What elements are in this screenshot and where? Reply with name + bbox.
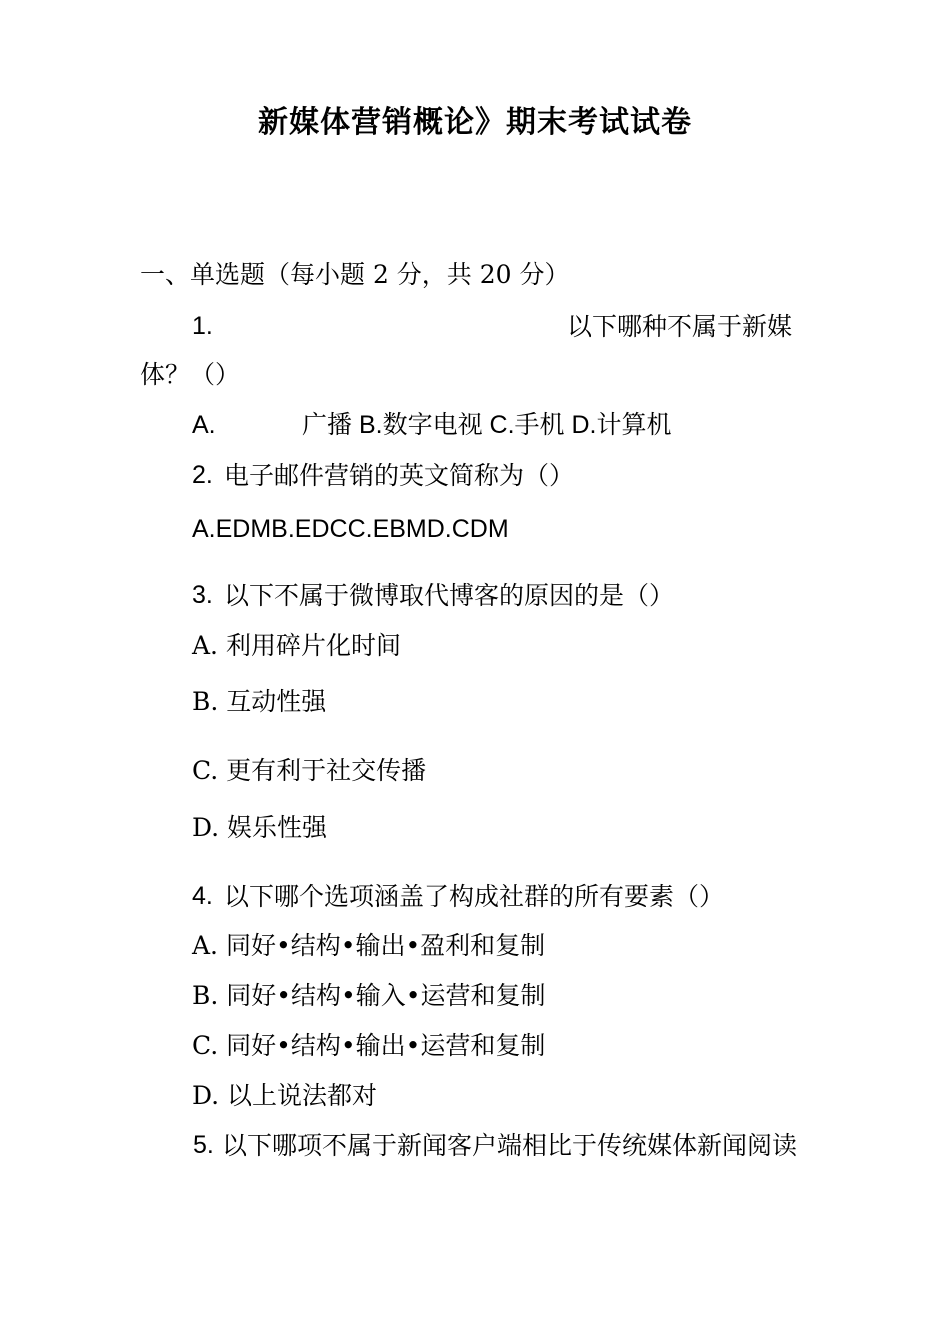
question-4-option-a: A. 同好•结构•输出•盈利和复制 [192,931,546,960]
question-5-number: 5. [193,1131,214,1159]
question-1-options: 广播 B.数字电视 C.手机 D.计算机 [302,411,672,439]
question-2-options: A.EDMB.EDCC.EBMD.CDM [192,515,509,543]
question-3-option-c: C. 更有利于社交传播 [192,756,427,785]
question-2-stem: 电子邮件营销的英文简称为（） [224,461,575,490]
question-2-number: 2. [192,461,213,489]
question-3-number: 3. [192,581,213,609]
question-4-option-c: C. 同好•结构•输出•运营和复制 [192,1031,546,1060]
question-1-option-label: A. [192,411,216,439]
section-heading: 一、单选题（每小题 2 分，共 20 分） [140,260,570,289]
question-3-option-b: B. 互动性强 [192,687,327,716]
question-3-option-d: D. 娱乐性强 [192,813,328,842]
question-1-stem-continued: 体？（） [140,360,241,389]
question-3-option-a: A. 利用碎片化时间 [192,631,401,660]
question-3-stem: 以下不属于微博取代博客的原因的是（） [224,581,675,610]
question-4-stem: 以下哪个选项涵盖了构成社群的所有要素（） [224,882,725,911]
page-title: 新媒体营销概论》期末考试试卷 [258,105,692,140]
question-5-stem: 以下哪项不属于新闻客户端相比于传统媒体新闻阅读 [222,1131,798,1160]
question-4-option-d: D. 以上说法都对 [192,1081,378,1110]
question-4-option-b: B. 同好•结构•输入•运营和复制 [192,981,546,1010]
question-4-number: 4. [192,882,213,910]
question-1-number: 1. [192,312,213,340]
question-1-stem: 以下哪种不属于新媒 [567,312,793,341]
